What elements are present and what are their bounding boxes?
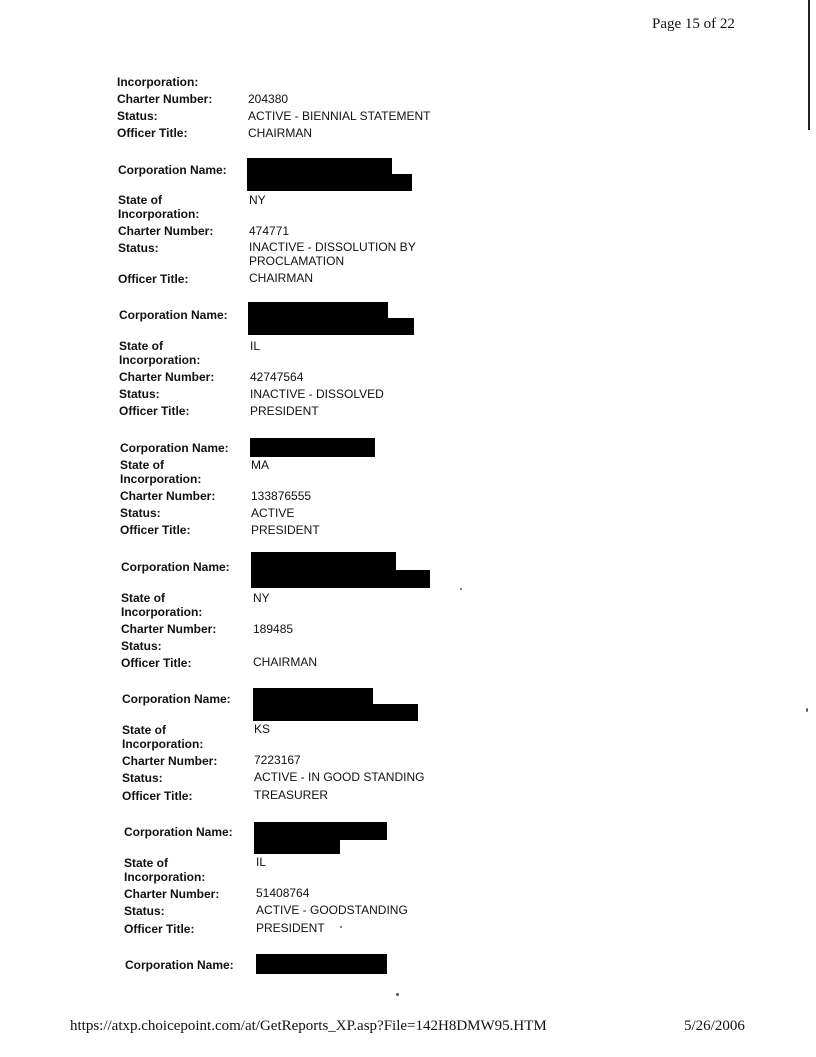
status-value-line2: PROCLAMATION [249,254,345,268]
corporation-name-label: Corporation Name: [124,825,233,839]
redacted-corporation-name-tail [371,704,418,721]
status-label: Status: [124,904,165,918]
state-of-label: State of [122,723,167,737]
incorporation-label: Incorporation: [119,353,201,367]
status-value: INACTIVE - DISSOLVED [250,387,384,401]
corporation-name-label: Corporation Name: [119,308,228,322]
state-of-label: State of [119,339,164,353]
charter-number-label: Charter Number: [118,224,214,238]
charter-number-value: 189485 [253,622,294,636]
status-value-line1: INACTIVE - DISSOLUTION BY [249,240,416,254]
officer-title-value: TREASURER [254,788,329,802]
state-of-label: State of [118,193,163,207]
redacted-corporation-name-tail [390,174,412,191]
incorporation-label: Incorporation: [120,472,202,486]
charter-number-label: Charter Number: [119,370,215,384]
status-label: Status: [118,241,159,255]
incorporation-label: Incorporation: [121,605,203,619]
incorporation-label: Incorporation: [118,207,200,221]
officer-title-value: CHAIRMAN [248,126,313,140]
redacted-corporation-name [251,552,396,588]
incorporation-label: Incorporation: [122,737,204,751]
charter-number-value: 133876555 [251,489,312,503]
state-value: IL [250,339,261,353]
page-number: Page 15 of 22 [652,16,735,32]
state-value: IL [256,855,267,869]
status-label: Status: [117,109,158,123]
status-label: Status: [119,387,160,401]
state-of-label: State of [121,591,166,605]
officer-title-label: Officer Title: [122,789,193,803]
officer-title-value: PRESIDENT [251,523,320,537]
status-label: Status: [121,639,162,653]
redacted-corporation-name-tail [386,318,414,335]
state-value: MA [251,458,269,472]
officer-title-label: Officer Title: [118,272,189,286]
charter-number-value: 204380 [248,92,289,106]
state-value: NY [253,591,270,605]
incorporation-label: Incorporation: [124,870,206,884]
state-of-label: State of [124,856,169,870]
status-value: ACTIVE - IN GOOD STANDING [254,770,425,784]
status-value: ACTIVE [251,506,295,520]
officer-title-label: Officer Title: [120,523,191,537]
scan-speck [806,708,808,712]
officer-title-value: PRESIDENT [256,921,325,935]
footer-date: 5/26/2006 [684,1018,745,1034]
redacted-corporation-name-lower [254,838,340,854]
charter-number-label: Charter Number: [121,622,217,636]
status-label: Status: [122,771,163,785]
status-value: ACTIVE - GOODSTANDING [256,903,408,917]
scan-speck [340,926,342,928]
officer-title-label: Officer Title: [121,656,192,670]
charter-number-value: 51408764 [256,886,310,900]
state-value: NY [249,193,266,207]
officer-title-label: Officer Title: [124,922,195,936]
state-of-label: State of [120,458,165,472]
charter-number-label: Charter Number: [124,887,220,901]
charter-number-value: 7223167 [254,753,301,767]
corporation-name-label: Corporation Name: [125,958,234,972]
status-value: ACTIVE - BIENNIAL STATEMENT [248,109,431,123]
officer-title-label: Officer Title: [117,126,188,140]
footer-url: https://atxp.choicepoint.com/at/GetReports_XP.asp?File=142H8DMW95.HTM [70,1018,547,1034]
redacted-corporation-name-tail [394,570,430,588]
redacted-corporation-name [256,954,387,974]
officer-title-label: Officer Title: [119,404,190,418]
corporation-name-label: Corporation Name: [121,560,230,574]
scan-speck [396,993,399,996]
incorporation-label: Incorporation: [117,75,199,89]
corporation-name-label: Corporation Name: [118,163,227,177]
officer-title-value: PRESIDENT [250,404,319,418]
page-edge-rule [808,0,810,130]
redacted-corporation-name [253,688,373,721]
charter-number-value: 474771 [249,224,290,238]
state-value: KS [254,722,271,736]
redacted-corporation-name [248,302,388,335]
charter-number-label: Charter Number: [117,92,213,106]
corporation-name-label: Corporation Name: [120,441,229,455]
status-label: Status: [120,506,161,520]
scan-speck [460,588,462,590]
charter-number-label: Charter Number: [122,754,218,768]
officer-title-value: CHAIRMAN [253,655,318,669]
redacted-corporation-name [250,438,375,457]
charter-number-value: 42747564 [250,370,304,384]
corporation-name-label: Corporation Name: [122,692,231,706]
charter-number-label: Charter Number: [120,489,216,503]
officer-title-value: CHAIRMAN [249,271,314,285]
redacted-corporation-name [247,158,392,191]
